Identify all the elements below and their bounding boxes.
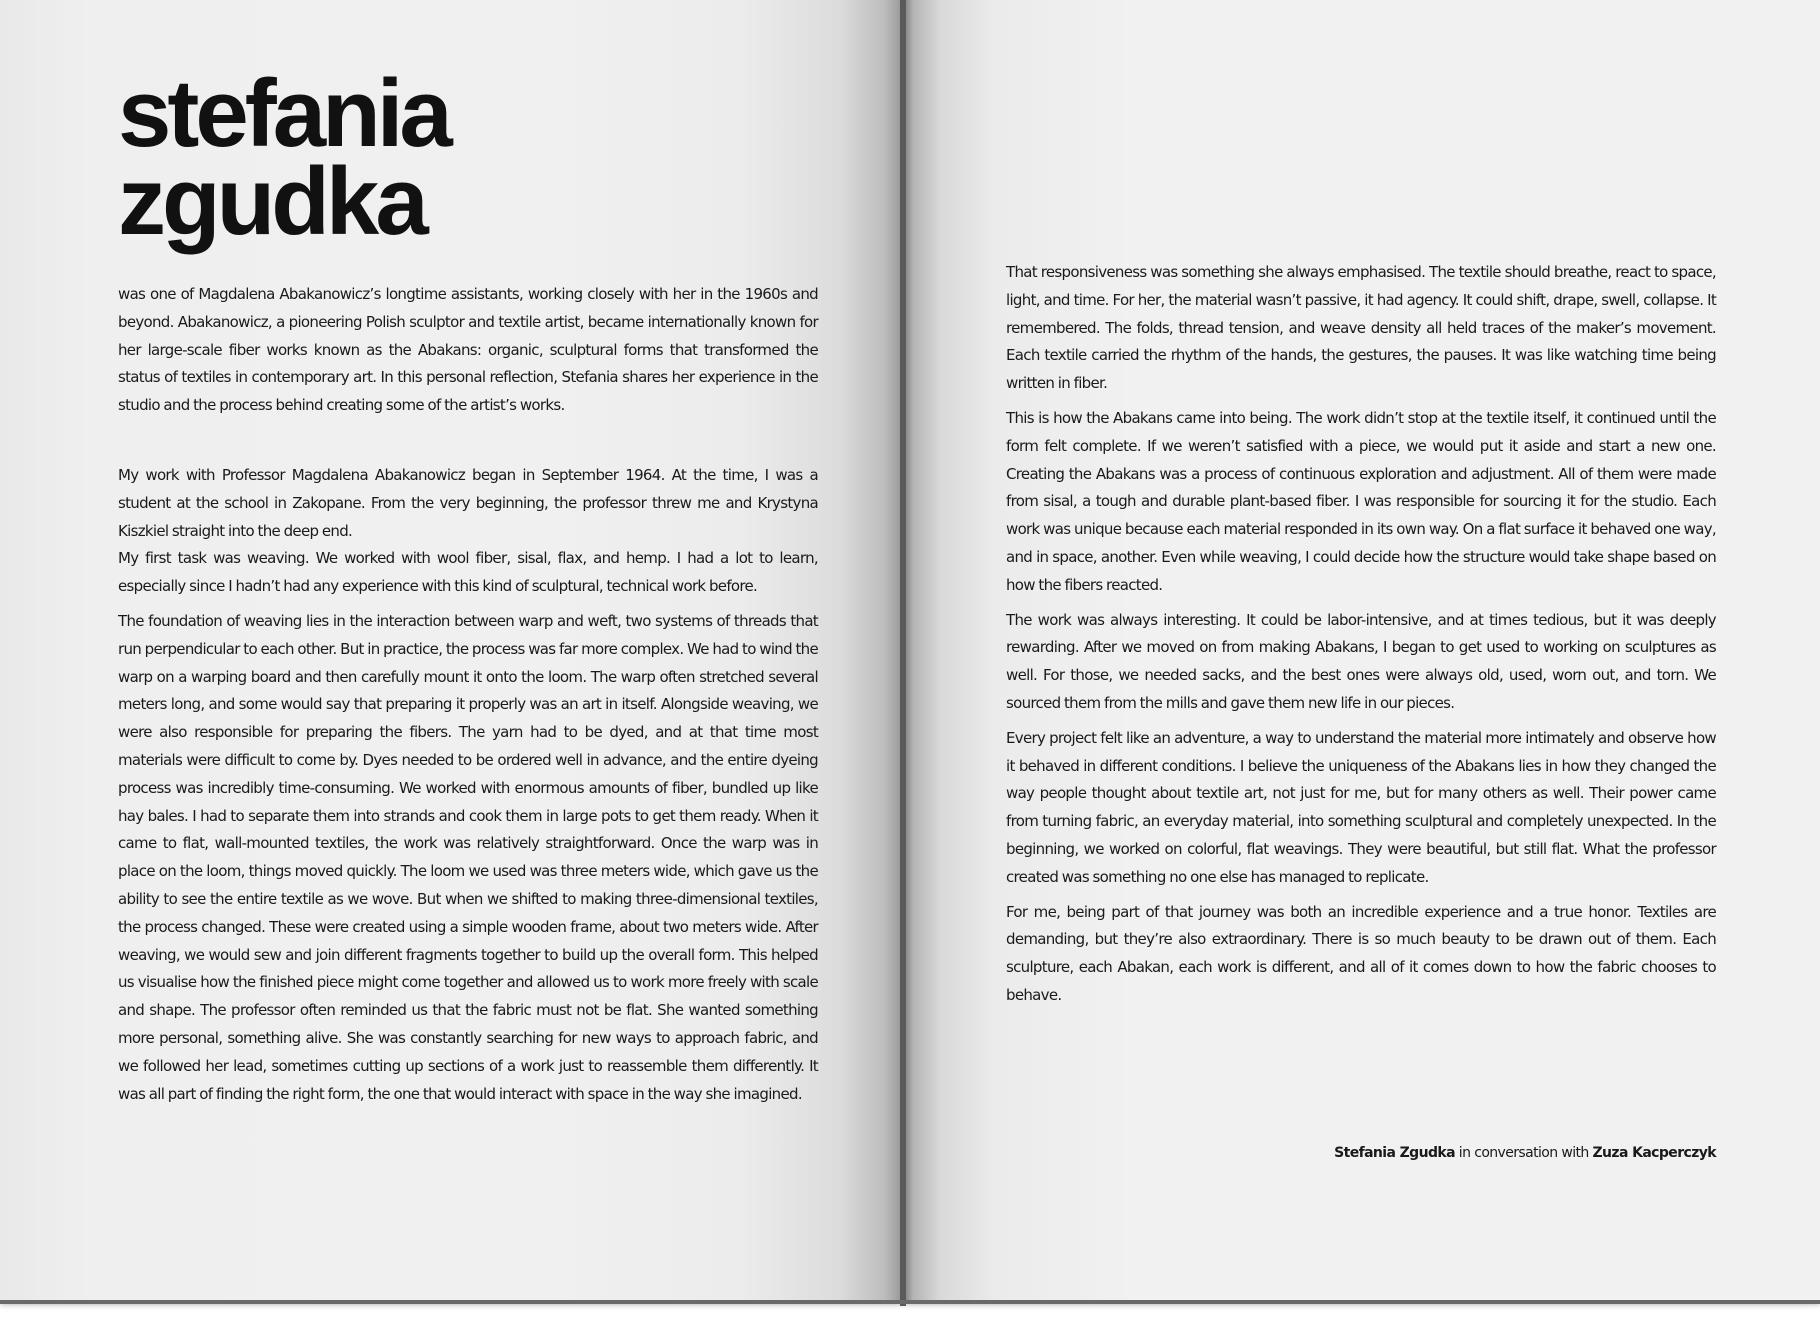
body-paragraph: The foundation of weaving lies in the interaction between warp and weft, two systems of threads that run perpendicular to each other. But in practice, the process was far more complex. We had to wind the warp on a warping board and then carefully mount it onto the loom. The warp often stretched several meters long, and some would say that preparing it properly was an art in itself. Alongside weaving, we were also responsible for preparing the fibers. The yarn had to be dyed, and at that time most materials were difficult to come by. Dyes needed to be ordered well in advance, and the entire dyeing process was incredibly time-consuming. We worked with enormous amounts of fiber, bundled up like hay bales. I had to separate them into strands and cook them in large pots to get them ready. When it came to flat, wall-mounted textiles, the work was relatively straightforward. Once the warp was in place on the loom, things moved quickly. The loom we used was three meters wide, which gave us the ability to see the entire textile as we wove. But when we shifted to making three-dimensional textiles, the process changed. These were created using a simple wooden frame, about two meters wide. After weaving, we would sew and join different fragments together to build up the overall form. This helped us visualise how the finished piece might come together and allowed us to work more freely with scale and shape. The professor often reminded us that the fabric must not be flat. She wanted something more personal, something alive. She was constantly searching for new ways to approach fabric, and we followed her lead, sometimes cutting up sections of a work just to reassemble them differently. It was all part of finding the right form, the one that would interact with space in the way she imagined.: [118, 611, 819, 1103]
title-line-last-name: zgudka: [118, 148, 425, 255]
left-page: [0, 0, 902, 1300]
body-paragraph: That responsiveness was something she always emphasised. The textile should breathe, react to space, light, and time. For her, the material wasn’t passive, it had agency. It could shift, drape, swell, collapse. It remembered. The folds, thread tension, and weave density all held traces of the maker’s movement. Each textile carried the rhythm of the hands, the gestures, the pauses. It was like watching time being written in fiber.: [1006, 263, 1716, 393]
body-paragraph: This is how the Abakans came into being. The work didn’t stop at the textile itself, it continued until the form felt complete. If we weren’t satisfied with a piece, we would put it aside and start a new one. Creating the Abakans was a process of continuous exploration and adjustment. All of them were made from sisal, a tough and durable plant-based fiber. I was responsible for sourcing it for the studio. Each work was unique because each material responded in its own way. On a flat surface it behaved one way, and in space, another. Even while weaving, I could decide how the structure would take shape based on how the fibers reacted.: [1006, 408, 1716, 594]
left-body-text: [118, 462, 818, 1108]
credit-subject-name: Stefania Zgudka: [1334, 1145, 1455, 1161]
article-credit: [1006, 1145, 1716, 1161]
intro-paragraph: was one of Magdalena Abakanowicz’s longtime assistants, working closely with her in the 1960s and beyond. Abakanowicz, a pioneering Polish sculptor and textile artist, became internationally known for her large-scale fiber works known as the Abakans: organic, sculptural forms that transformed the status of textiles in contemporary art. In this personal reflection, Stefania shares her experience in the studio and the process behind creating some of the artist’s works.: [118, 285, 818, 415]
article-title: [118, 60, 449, 255]
page-bottom-edge: [0, 1300, 1820, 1304]
right-body-text: [1006, 259, 1716, 1017]
body-paragraph: For me, being part of that journey was both an incredible experience and a true honor. Textiles are demanding, but they’re also extraordinary. There is so much beauty to be drawn out of them. Each sculpture, each Abakan, each work is different, and all of it comes down to how the fabric chooses to behave.: [1006, 902, 1716, 1004]
body-paragraph: The work was always interesting. It could be labor-intensive, and at times tedious, but it was deeply rewarding. After we moved on from making Abakans, I began to get used to working on sculptures as well. For those, we needed sacks, and the best ones were always old, used, worn out, and torn. We sourced them from the mills and gave them new life in our pieces.: [1006, 610, 1716, 712]
body-paragraph: My work with Professor Magdalena Abakanowicz began in September 1964. At the time, I was a student at the school in Zakopane. From the very beginning, the professor threw me and Krystyna Kiszkiel straight into the deep end.: [118, 466, 818, 540]
credit-interviewer-name: Zuza Kacperczyk: [1592, 1145, 1716, 1161]
title-line-first-name: stefania: [118, 60, 449, 167]
book-spine: [900, 0, 906, 1306]
body-paragraph: My first task was weaving. We worked with wool fiber, sisal, flax, and hemp. I had a lot to learn, especially since I hadn’t had any experience with this kind of sculptural, technical work before.: [118, 549, 818, 596]
body-paragraph: Every project felt like an adventure, a way to understand the material more intimately and observe how it behaved in different conditions. I believe the uniqueness of the Abakans lies in how they changed the way people thought about textile art, not just for me, but for many others as well. Their power came from turning fabric, an everyday material, into something sculptural and completely unexpected. In the beginning, we worked on colorful, flat weavings. They were beautiful, but still flat. What the professor created was something no one else has managed to replicate.: [1006, 728, 1716, 886]
credit-connector: in conversation with: [1454, 1145, 1593, 1161]
